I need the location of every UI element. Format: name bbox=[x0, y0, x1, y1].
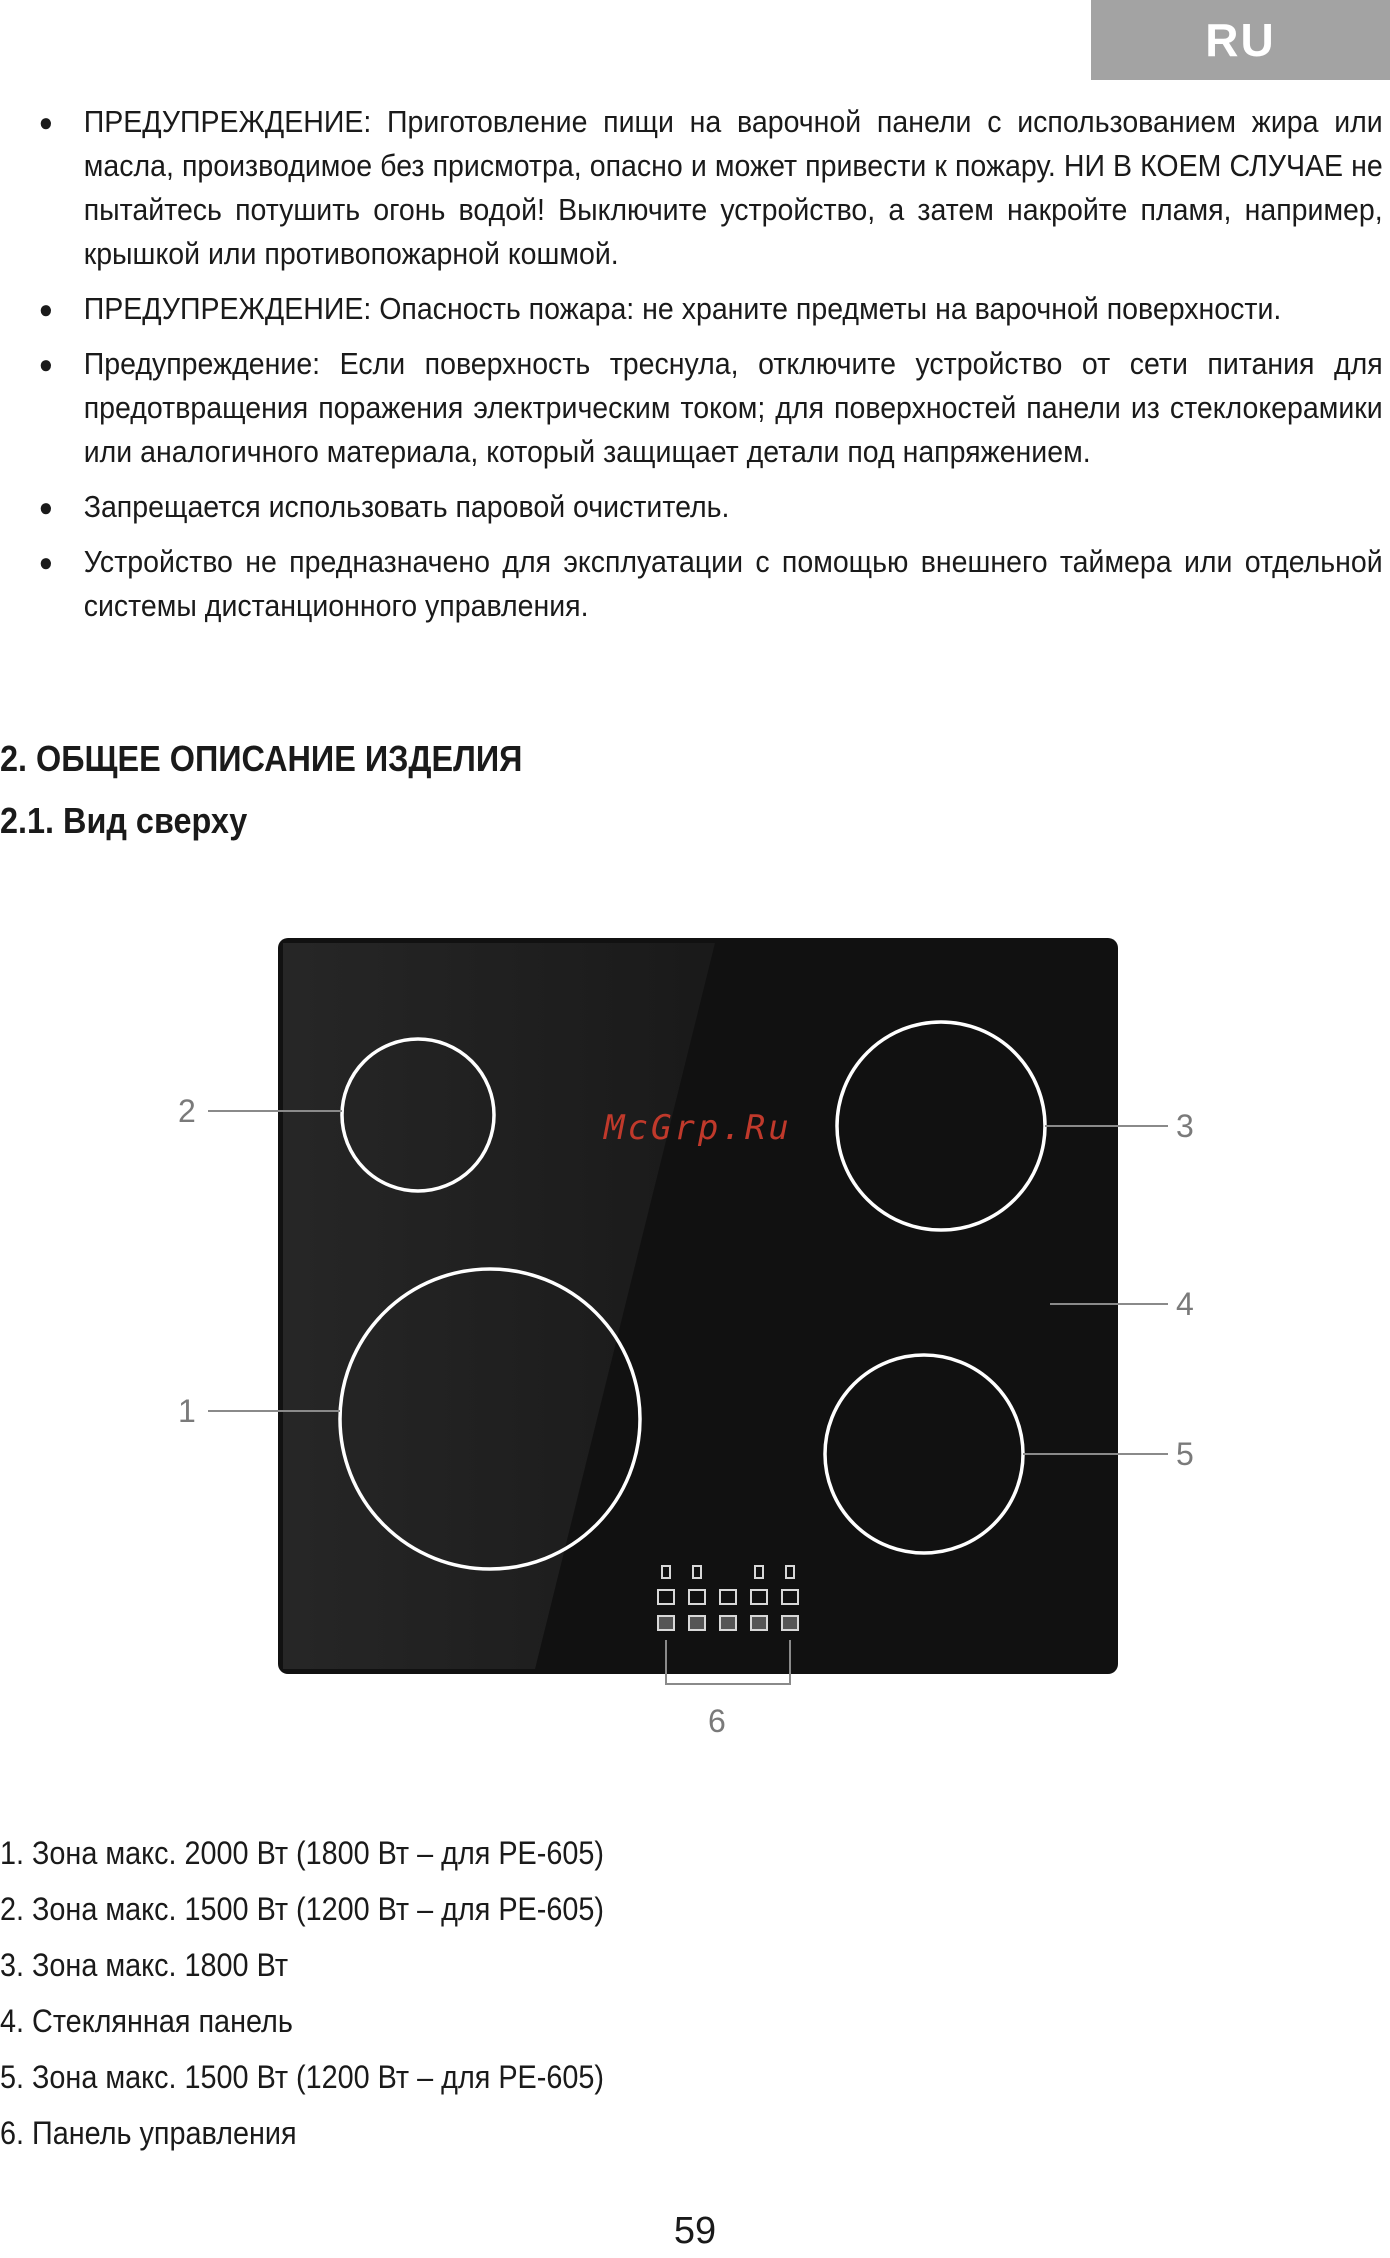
page-number: 59 bbox=[673, 2210, 717, 2252]
callout-2: 2 bbox=[178, 1093, 196, 1129]
cooktop-svg bbox=[0, 900, 1390, 1790]
bullet-icon: ● bbox=[38, 547, 54, 577]
legend-item: 2. Зона макс. 1500 Вт (1200 Вт – для PE-605) bbox=[0, 1891, 604, 1927]
bullet-icon: ● bbox=[38, 294, 54, 324]
callout-3: 3 bbox=[1176, 1108, 1194, 1144]
bullet-icon: ● bbox=[38, 492, 54, 522]
legend-item: 5. Зона макс. 1500 Вт (1200 Вт – для PE-605) bbox=[0, 2059, 604, 2095]
warnings-list bbox=[0, 100, 1390, 639]
bullet-icon: ● bbox=[38, 107, 54, 137]
legend-item: 6. Панель управления bbox=[0, 2115, 297, 2151]
warning-text: ПРЕДУПРЕЖДЕНИЕ: Опасность пожара: не храните предметы на варочной поверхности. bbox=[83, 291, 1282, 326]
warning-item bbox=[0, 485, 1384, 529]
warning-text: ПРЕДУПРЕЖДЕНИЕ: Приготовление пищи на варочной панели с использованием жира или масла, производимое без присмотра, опасно и может привести к пожару. НИ В КОЕМ СЛУЧАЕ не пытайтесь потушить огонь водой! Выключите устройство, а затем накройте пламя, например, крышкой или противопожарной кошмой. bbox=[83, 104, 1383, 271]
language-badge: RU bbox=[1091, 0, 1390, 80]
cooktop-diagram bbox=[0, 900, 1390, 1790]
legend-item: 1. Зона макс. 2000 Вт (1800 Вт – для PE-605) bbox=[0, 1835, 604, 1871]
warning-text: Устройство не предназначено для эксплуатации с помощью внешнего таймера или отдельной системы дистанционного управления. bbox=[83, 544, 1383, 623]
subsection-title: 2.1. Вид сверху bbox=[0, 800, 248, 841]
watermark: McGrp.Ru bbox=[604, 1108, 792, 1148]
parts-legend bbox=[0, 1825, 671, 2161]
warning-item bbox=[0, 287, 1384, 331]
callout-1: 1 bbox=[178, 1393, 196, 1429]
callout-5: 5 bbox=[1176, 1436, 1194, 1472]
legend-item: 3. Зона макс. 1800 Вт bbox=[0, 1947, 289, 1983]
warning-item bbox=[0, 342, 1384, 474]
section-title: 2. ОБЩЕЕ ОПИСАНИЕ ИЗДЕЛИЯ bbox=[0, 738, 523, 779]
callout-4: 4 bbox=[1176, 1286, 1194, 1322]
bullet-icon: ● bbox=[38, 349, 54, 379]
warning-item bbox=[0, 100, 1384, 276]
warning-text: Запрещается использовать паровой очиститель. bbox=[83, 489, 730, 524]
warning-item bbox=[0, 540, 1384, 628]
warning-text: Предупреждение: Если поверхность треснула, отключите устройство от сети питания для предотвращения поражения электрическим током; для поверхностей панели из стеклокерамики или аналогичного материала, который защищает детали под напряжением. bbox=[83, 346, 1383, 469]
legend-item: 4. Стеклянная панель bbox=[0, 2003, 293, 2039]
callout-6: 6 bbox=[708, 1703, 726, 1739]
